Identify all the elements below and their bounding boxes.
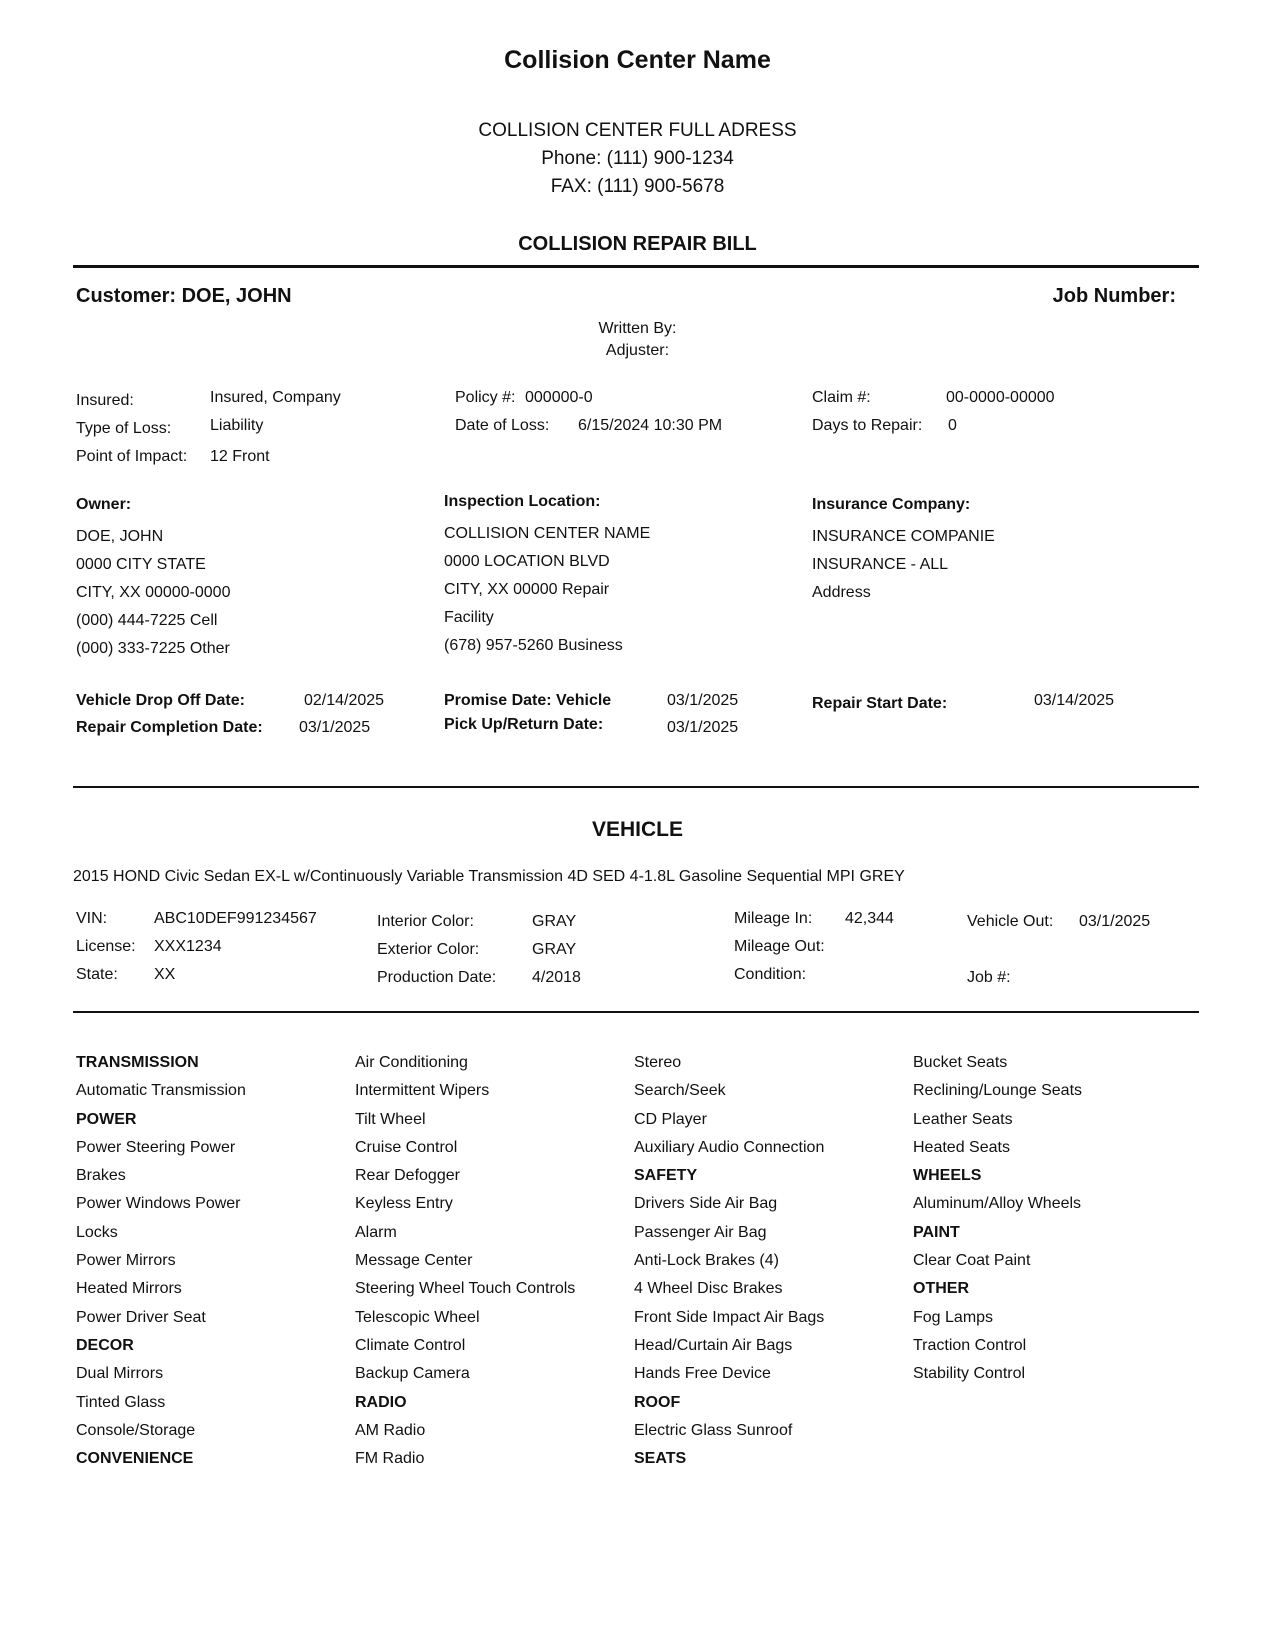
option-item: Heated Seats	[913, 1138, 1010, 1156]
pickup-date-label: Pick Up/Return Date:	[444, 716, 604, 733]
option-item: Stability Control	[913, 1365, 1026, 1383]
production-date-label: Production Date:	[377, 969, 497, 986]
option-category-heading: PAINT	[913, 1223, 960, 1241]
option-item: Search/Seek	[634, 1082, 726, 1100]
option-item: Keyless Entry	[355, 1195, 453, 1213]
days-to-repair-label: Days to Repair:	[812, 417, 923, 434]
option-item: Power Driver Seat	[76, 1308, 206, 1326]
completion-label: Repair Completion Date:	[76, 719, 263, 736]
exterior-color-value: GRAY	[532, 941, 577, 958]
option-item: Tinted Glass	[76, 1393, 166, 1411]
option-item: Hands Free Device	[634, 1365, 771, 1383]
claim-number-label: Claim #:	[812, 389, 871, 406]
type-of-loss-label: Type of Loss:	[76, 420, 172, 437]
option-category-heading: ROOF	[634, 1393, 681, 1411]
date-of-loss-label: Date of Loss:	[455, 417, 550, 434]
owner-line: CITY, XX 00000-0000	[76, 584, 231, 601]
center-name: Collision Center Name	[504, 46, 771, 74]
state-label: State:	[76, 966, 118, 983]
owner-heading: Owner:	[76, 496, 132, 513]
option-item: Heated Mirrors	[76, 1280, 182, 1298]
option-item: Backup Camera	[355, 1365, 470, 1383]
state-value: XX	[154, 966, 176, 983]
claim-number-value: 00-0000-00000	[946, 389, 1055, 406]
adjuster-label: Adjuster:	[605, 342, 670, 359]
option-item: Tilt Wheel	[355, 1110, 426, 1128]
option-item: Power Windows Power	[76, 1195, 241, 1213]
option-item: Rear Defogger	[355, 1167, 460, 1185]
job-number-label: Job Number:	[1052, 285, 1176, 307]
option-item: Bucket Seats	[913, 1054, 1008, 1071]
option-item: Intermittent Wipers	[355, 1082, 490, 1100]
option-item: Passenger Air Bag	[634, 1223, 767, 1241]
type-of-loss-value: Liability	[210, 417, 264, 434]
repair-start-value: 03/14/2025	[1034, 692, 1115, 709]
option-item: Locks	[76, 1223, 118, 1241]
option-category-heading: WHEELS	[913, 1167, 982, 1185]
option-item: Aluminum/Alloy Wheels	[913, 1195, 1082, 1213]
option-item: Console/Storage	[76, 1421, 196, 1439]
job-number-field-label: Job #:	[967, 969, 1011, 986]
interior-color-label: Interior Color:	[377, 913, 474, 930]
vehicle-heading: VEHICLE	[591, 818, 683, 841]
pickup-date-value: 03/1/2025	[667, 719, 739, 736]
owner-line: 0000 CITY STATE	[76, 556, 206, 573]
drop-off-value: 02/14/2025	[304, 692, 385, 709]
vehicle-description: 2015 HOND Civic Sedan EX-L w/Continuously Variable Transmission 4D SED 4-1.8L Gasoline Sequential MPI GREY	[73, 868, 905, 885]
option-item: Climate Control	[355, 1336, 466, 1354]
option-item: Reclining/Lounge Seats	[913, 1082, 1083, 1100]
option-item: Power Mirrors	[76, 1252, 176, 1270]
header-divider	[73, 265, 1199, 268]
option-item: Head/Curtain Air Bags	[634, 1336, 793, 1354]
inspection-line: CITY, XX 00000 Repair	[444, 581, 610, 598]
option-category-heading: TRANSMISSION	[76, 1054, 199, 1071]
inspection-heading: Inspection Location:	[444, 493, 601, 510]
drop-off-label: Vehicle Drop Off Date:	[76, 692, 245, 709]
option-item: Alarm	[355, 1223, 397, 1241]
options-column-4	[913, 1049, 1082, 1389]
owner-line: (000) 333-7225 Other	[76, 640, 230, 657]
option-item: Traction Control	[913, 1336, 1027, 1354]
option-category-heading: POWER	[76, 1110, 137, 1128]
insurance-line: INSURANCE - ALL	[812, 556, 949, 573]
mileage-in-label: Mileage In:	[734, 910, 813, 927]
mileage-in-value: 42,344	[845, 910, 894, 927]
insurance-heading: Insurance Company:	[812, 496, 971, 513]
option-category-heading: RADIO	[355, 1393, 407, 1411]
options-column-3	[634, 1049, 824, 1473]
center-address: COLLISION CENTER FULL ADRESS	[478, 120, 797, 141]
insurance-line: INSURANCE COMPANIE	[812, 528, 995, 545]
vin-value: ABC10DEF991234567	[154, 910, 317, 927]
written-by-label: Written By:	[598, 320, 677, 337]
inspection-block	[444, 520, 650, 660]
document-title: COLLISION REPAIR BILL	[518, 233, 757, 255]
option-item: Automatic Transmission	[76, 1082, 246, 1100]
inspection-line: (678) 957-5260 Business	[444, 637, 623, 654]
option-item: 4 Wheel Disc Brakes	[634, 1280, 783, 1298]
option-category-heading: DECOR	[76, 1336, 134, 1354]
policy-label: Policy #:	[455, 389, 516, 406]
inspection-line: COLLISION CENTER NAME	[444, 525, 651, 542]
insured-value: Insured, Company	[210, 389, 341, 406]
license-value: XXX1234	[154, 938, 222, 955]
repair-start-label: Repair Start Date:	[812, 695, 948, 712]
option-item: Dual Mirrors	[76, 1365, 164, 1383]
option-category-heading: SEATS	[634, 1450, 687, 1468]
option-item: Electric Glass Sunroof	[634, 1421, 793, 1439]
insurance-line: Address	[812, 584, 871, 601]
option-item: Steering Wheel Touch Controls	[355, 1280, 576, 1298]
dates-divider	[73, 786, 1199, 788]
option-item: Air Conditioning	[355, 1054, 468, 1071]
option-item: Fog Lamps	[913, 1308, 994, 1326]
date-of-loss-value: 6/15/2024 10:30 PM	[578, 417, 723, 434]
owner-block	[76, 523, 230, 663]
days-to-repair-value: 0	[948, 417, 957, 434]
option-item: Cruise Control	[355, 1138, 458, 1156]
owner-line: DOE, JOHN	[76, 528, 164, 545]
condition-label: Condition:	[734, 966, 807, 983]
inspection-line: Facility	[444, 609, 494, 626]
insurance-block	[812, 523, 995, 607]
vehicle-out-value: 03/1/2025	[1079, 913, 1151, 930]
option-item: Front Side Impact Air Bags	[634, 1308, 825, 1326]
option-item: Clear Coat Paint	[913, 1252, 1031, 1270]
option-item: Message Center	[355, 1252, 473, 1270]
option-category-heading: SAFETY	[634, 1167, 698, 1185]
vehicle-out-label: Vehicle Out:	[967, 913, 1054, 930]
options-column-1	[76, 1049, 246, 1473]
option-item: Auxiliary Audio Connection	[634, 1138, 825, 1156]
exterior-color-label: Exterior Color:	[377, 941, 480, 958]
insured-label: Insured:	[76, 392, 134, 409]
option-category-heading: OTHER	[913, 1280, 969, 1298]
option-item: Brakes	[76, 1167, 126, 1185]
option-item: FM Radio	[355, 1450, 425, 1468]
option-item: Telescopic Wheel	[355, 1308, 480, 1326]
point-of-impact-label: Point of Impact:	[76, 448, 188, 465]
option-category-heading: CONVENIENCE	[76, 1450, 194, 1468]
option-item: CD Player	[634, 1110, 707, 1128]
center-fax: FAX: (111) 900-5678	[550, 176, 725, 197]
vin-label: VIN:	[76, 910, 108, 927]
interior-color-value: GRAY	[532, 913, 577, 930]
license-label: License:	[76, 938, 136, 955]
policy-value: 000000-0	[525, 389, 593, 406]
option-item: Anti-Lock Brakes (4)	[634, 1252, 779, 1270]
options-column-2	[355, 1049, 575, 1473]
option-item: AM Radio	[355, 1421, 426, 1439]
promise-date-label: Promise Date: Vehicle	[444, 692, 612, 709]
center-phone: Phone: (111) 900-1234	[541, 148, 734, 169]
completion-value: 03/1/2025	[299, 719, 371, 736]
mileage-out-label: Mileage Out:	[734, 938, 825, 955]
option-item: Leather Seats	[913, 1110, 1013, 1128]
promise-date-value: 03/1/2025	[667, 692, 739, 709]
owner-line: (000) 444-7225 Cell	[76, 612, 218, 629]
option-item: Drivers Side Air Bag	[634, 1195, 778, 1213]
customer-name: Customer: DOE, JOHN	[76, 285, 292, 307]
inspection-line: 0000 LOCATION BLVD	[444, 553, 610, 570]
option-item: Power Steering Power	[76, 1138, 236, 1156]
production-date-value: 4/2018	[532, 969, 581, 986]
option-item: Stereo	[634, 1054, 682, 1071]
point-of-impact-value: 12 Front	[210, 448, 270, 465]
vehicle-divider	[73, 1011, 1199, 1013]
